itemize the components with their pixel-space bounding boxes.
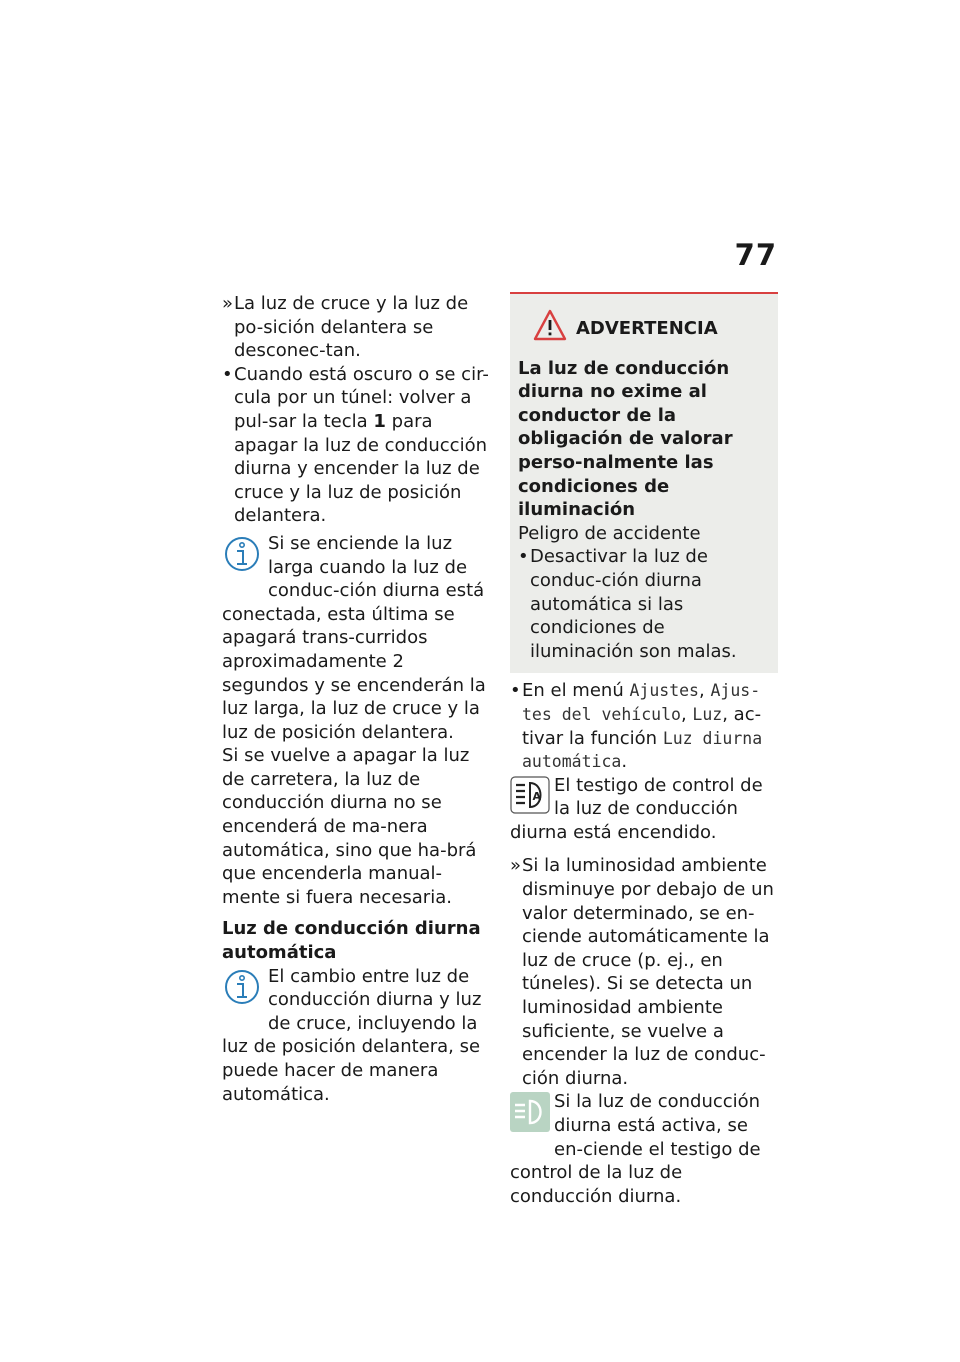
note-text: Si se enciende la luz larga cuando la luz de conduc-ción diurna está conectada, esta última se apagará trans-curridos aproximadamente 2 segundos y se encenderán la luz larga, la luz de cruce y la luz de posición delantera. xyxy=(222,532,486,743)
bullet-marker: • xyxy=(518,546,529,568)
step-text-start: En el menú xyxy=(522,680,630,702)
indicator-note xyxy=(510,774,778,845)
bullet-marker: • xyxy=(510,680,521,702)
result-text: La luz de cruce y la luz de po-sición delantera se desconec-tan. xyxy=(234,293,469,362)
page-number: 77 xyxy=(734,238,777,272)
left-column xyxy=(222,292,490,1106)
arrow-marker: » xyxy=(222,293,234,314)
indicator-note xyxy=(510,1090,778,1208)
step-text-end: para apagar la luz de conducción diurna y encender la luz de cruce y la luz de posición delantera. xyxy=(234,410,487,527)
result-item xyxy=(222,292,490,363)
auto-headlight-indicator-icon xyxy=(510,776,550,821)
separator: , xyxy=(680,703,693,725)
result-text: Si la luminosidad ambiente disminuye por debajo de un valor determinado, se en-ciende automáticamente la luz de cruce (p. ej., en túneles). Si se detecta un luminosidad ambiente suficiente, se vuelve a encender la luz de conduc-ción diurna. xyxy=(522,855,774,1089)
warning-bullet xyxy=(518,545,770,663)
section-heading: Luz de conducción diurna automática xyxy=(222,918,481,964)
daytime-running-light-indicator-icon xyxy=(510,1092,550,1139)
info-note xyxy=(222,965,490,1107)
step-text-start: Cuando está oscuro o se cir-cula por un túnel: volver a pul-sar la tecla xyxy=(234,363,489,432)
warning-box xyxy=(510,292,778,673)
svg-text:A: A xyxy=(532,789,542,803)
step-item xyxy=(222,363,490,528)
menu-function-auto-drl: Luz diurna automática xyxy=(522,728,763,772)
menu-path-light: Luz xyxy=(692,704,723,724)
key-number: 1 xyxy=(373,410,386,432)
step-text-mid: , ac-tivar la función xyxy=(522,703,762,749)
warning-bullet-text: Desactivar la luz de conduc-ción diurna automática si las condiciones de iluminación son malas. xyxy=(530,546,737,662)
warning-lead: La luz de conducción diurna no exime al conductor de la obligación de valorar perso-nalmente las condiciones de iluminación xyxy=(518,357,733,521)
separator: , xyxy=(699,680,711,702)
warning-triangle-icon xyxy=(532,308,568,349)
warning-title: ADVERTENCIA xyxy=(576,317,718,339)
warning-header xyxy=(532,308,770,349)
note-text: El cambio entre luz de conducción diurna y luz de cruce, incluyendo la luz de posición delantera, se puede hacer de manera automática. xyxy=(222,965,482,1105)
right-column xyxy=(510,292,778,1208)
menu-path-vehicle-settings: Ajus-tes del vehículo xyxy=(522,681,761,724)
menu-path-settings: Ajustes xyxy=(629,681,699,701)
note-text: Si se vuelve a apagar la luz de carretera, la luz de conducción diurna no se encenderá de ma-nera automática, sino que ha-brá que encenderla manual-mente si fuera necesaria. xyxy=(222,745,477,908)
indicator-text: El testigo de control de la luz de conducción diurna está encendido. xyxy=(510,774,763,843)
arrow-marker: » xyxy=(510,855,522,877)
info-icon xyxy=(222,534,262,581)
info-note xyxy=(222,532,490,910)
result-item xyxy=(510,854,778,1090)
info-icon xyxy=(222,967,262,1014)
step-text-end: . xyxy=(621,751,628,773)
bullet-marker: • xyxy=(222,363,233,385)
warning-danger: Peligro de accidente xyxy=(518,522,701,544)
step-item xyxy=(510,679,778,773)
indicator-text: Si la luz de conducción diurna está activa, se en-ciende el testigo de control de la luz de conducción diurna. xyxy=(510,1091,761,1207)
